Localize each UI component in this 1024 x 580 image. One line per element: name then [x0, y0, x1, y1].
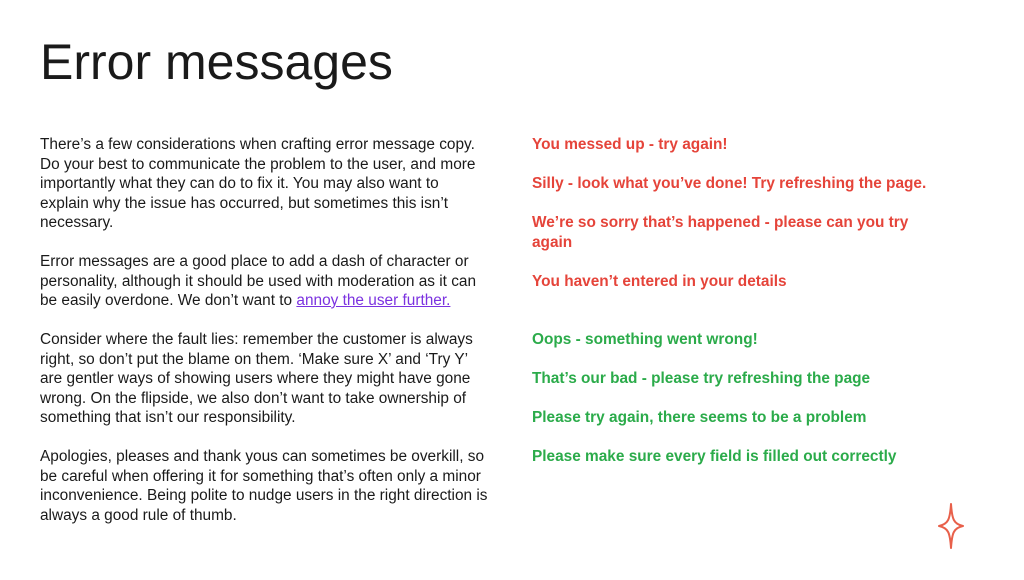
guidance-text [40, 135, 490, 545]
paragraph-fault: Consider where the fault lies: remember the customer is always right, so don’t put the blame on them. ‘Make sure X’ and ‘Try Y’ are gentler ways of showing users where they might have gone wrong. On the flipside, we also don’t want to take ownership of something that isn’t our responsibility. [40, 331, 473, 426]
bad-example-item: We’re so sorry that’s happened - please can you try again [532, 214, 909, 251]
bad-example-item: You messed up - try again! [532, 136, 728, 153]
good-example-item: Oops - something went wrong! [532, 331, 758, 348]
sparkle-star-icon [938, 503, 964, 549]
paragraph-considerations: There’s a few considerations when crafting error message copy. Do your best to communicate the problem to the user, and more importantly what they can do to fix it. You may also want to explain why the issue has occurred, but sometimes this isn’t necessary. [40, 136, 476, 231]
paragraph-personality-text: Error messages are a good place to add a dash of character or personality, although it should be used with moderation as it can be easily overdone. We don’t want to [40, 253, 477, 309]
good-example-item: That’s our bad - please try refreshing the page [532, 370, 871, 387]
bad-examples-list [532, 135, 952, 291]
good-example-item: Please make sure every field is filled out correctly [532, 448, 897, 465]
good-example-item: Please try again, there seems to be a problem [532, 409, 867, 426]
annoy-user-link[interactable]: annoy the user further. [296, 292, 451, 309]
bad-example-item: You haven’t entered in your details [532, 272, 787, 290]
page-title: Error messages [40, 34, 393, 90]
paragraph-personality [40, 252, 490, 311]
group-spacer [532, 311, 952, 331]
example-messages [532, 135, 952, 486]
good-examples-list [532, 330, 952, 467]
bad-example-item: Silly - look what you’ve done! Try refreshing the page. [532, 175, 927, 192]
paragraph-apologies: Apologies, pleases and thank yous can sometimes be overkill, so be careful when offering it for something that’s often only a minor inconvenience. Being polite to nudge users in the right direction is always a good rule of thumb. [40, 448, 488, 524]
